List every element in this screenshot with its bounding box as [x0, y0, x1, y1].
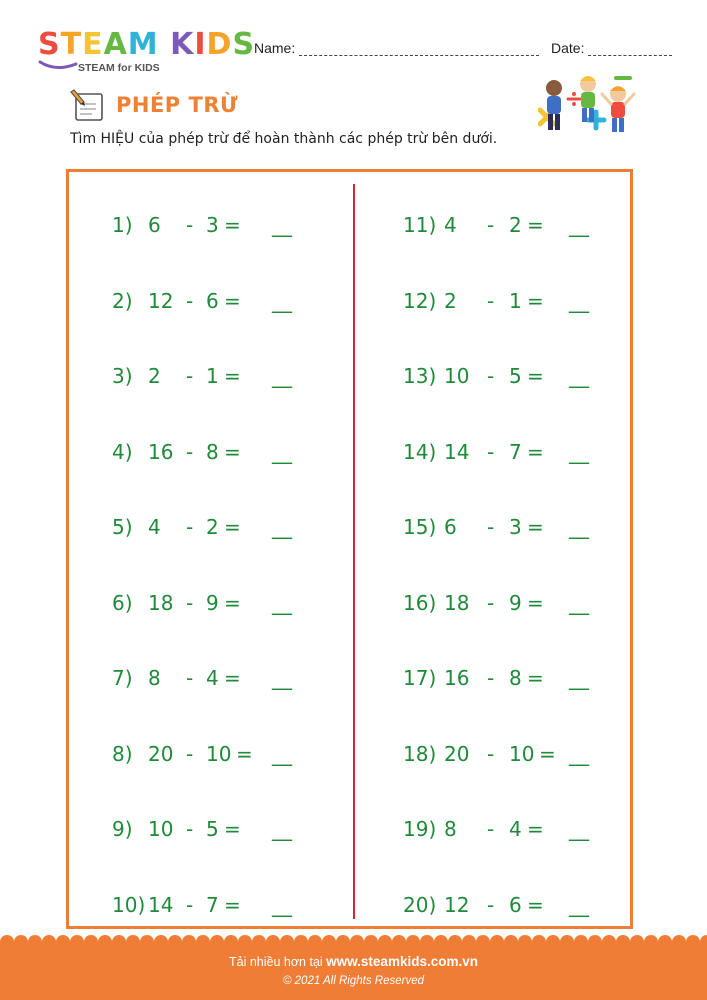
answer-blank[interactable]: __: [272, 817, 292, 841]
problem-minuend: 8: [444, 817, 457, 841]
problem-minuend: 4: [148, 515, 161, 539]
problem-equals-sign: =: [527, 213, 544, 237]
problem-minus-sign: -: [186, 364, 194, 388]
problem-minuend: 12: [148, 288, 174, 313]
logo-wordmark: [38, 28, 255, 62]
problem-equals-sign: =: [236, 741, 253, 766]
problem-minuend: 6: [444, 515, 457, 539]
answer-blank[interactable]: __: [569, 817, 589, 841]
problem-subtrahend: 7: [509, 439, 522, 464]
problem-minus-sign: -: [487, 817, 495, 841]
problem-number: 1): [112, 213, 133, 237]
problem-minus-sign: -: [487, 515, 495, 539]
answer-blank[interactable]: __: [569, 892, 589, 917]
worksheet-title: PHÉP TRỪ: [116, 93, 239, 117]
problem-minus-sign: -: [186, 439, 194, 464]
problem-minus-sign: -: [487, 590, 495, 615]
problem-subtrahend: 6: [206, 288, 219, 313]
answer-blank[interactable]: __: [569, 590, 589, 615]
problem-minuend: 6: [148, 213, 161, 237]
subtraction-problem: [0, 364, 707, 394]
worksheet-frame: [66, 169, 633, 929]
steam-kids-logo: [38, 27, 256, 78]
answer-blank[interactable]: __: [272, 590, 292, 615]
logo-letter: M: [127, 27, 159, 62]
problem-minuend: 2: [444, 288, 457, 313]
problem-equals-sign: =: [527, 288, 544, 313]
problem-equals-sign: =: [527, 892, 544, 917]
problem-subtrahend: 6: [509, 892, 522, 917]
date-label: Date:: [551, 40, 585, 56]
problem-minuend: 4: [444, 213, 457, 237]
subtraction-problem: [0, 591, 707, 621]
problem-subtrahend: 1: [509, 288, 522, 313]
answer-blank[interactable]: __: [569, 439, 589, 464]
logo-letter: T: [60, 27, 83, 62]
problem-equals-sign: =: [527, 439, 544, 464]
problem-minus-sign: -: [186, 741, 194, 766]
problem-minuend: 16: [148, 439, 174, 464]
answer-blank[interactable]: __: [272, 364, 292, 388]
answer-blank[interactable]: __: [272, 288, 292, 313]
problem-equals-sign: =: [224, 288, 241, 313]
problem-equals-sign: =: [527, 515, 544, 539]
problem-subtrahend: 9: [509, 590, 522, 615]
problem-minuend: 20: [444, 741, 470, 766]
answer-blank[interactable]: __: [569, 213, 589, 237]
problem-equals-sign: =: [224, 364, 241, 388]
subtraction-problem: [0, 666, 707, 696]
problem-minus-sign: -: [487, 892, 495, 917]
problem-number: 18): [403, 741, 437, 766]
problem-minuend: 10: [148, 817, 174, 841]
problem-subtrahend: 3: [206, 213, 219, 237]
problem-subtrahend: 7: [206, 892, 219, 917]
answer-blank[interactable]: __: [569, 666, 589, 690]
problem-equals-sign: =: [224, 817, 241, 841]
answer-blank[interactable]: __: [569, 515, 589, 539]
footer-download-line: [0, 954, 707, 969]
problem-number: 7): [112, 666, 133, 690]
answer-blank[interactable]: __: [569, 364, 589, 388]
problem-equals-sign: =: [224, 666, 241, 690]
answer-blank[interactable]: __: [272, 741, 292, 766]
problem-equals-sign: =: [527, 666, 544, 690]
answer-blank[interactable]: __: [569, 288, 589, 313]
problem-minuend: 14: [444, 439, 470, 464]
problem-subtrahend: 10: [206, 741, 232, 766]
logo-letter: S: [38, 27, 61, 62]
problem-number: 20): [403, 892, 437, 917]
logo-letter: I: [194, 27, 207, 62]
problem-subtrahend: 1: [206, 364, 219, 388]
problem-subtrahend: 4: [509, 817, 522, 841]
problem-number: 3): [112, 364, 133, 388]
logo-swoosh-icon: [38, 58, 78, 72]
subtraction-problem: [0, 289, 707, 319]
pencil-paper-icon: [70, 88, 110, 124]
logo-letter: D: [206, 27, 233, 62]
problem-number: 12): [403, 288, 437, 313]
problem-number: 10): [112, 892, 146, 917]
logo-letter: S: [232, 27, 256, 62]
problem-minus-sign: -: [186, 288, 194, 313]
problem-number: 13): [403, 364, 437, 388]
problem-number: 2): [112, 288, 133, 313]
problem-equals-sign: =: [224, 892, 241, 917]
subtraction-problem: [0, 213, 707, 243]
problem-subtrahend: 5: [206, 817, 219, 841]
divide-sign-icon: [568, 92, 580, 106]
problem-minus-sign: -: [487, 364, 495, 388]
logo-letter: E: [82, 27, 104, 62]
answer-blank[interactable]: __: [272, 515, 292, 539]
name-line[interactable]: [299, 43, 539, 56]
footer-site-link[interactable]: www.steamkids.com.vn: [326, 954, 478, 969]
problem-number: 15): [403, 515, 437, 539]
problem-minus-sign: -: [487, 288, 495, 313]
problem-number: 6): [112, 590, 133, 615]
problem-minuend: 10: [444, 364, 470, 388]
problem-minuend: 18: [148, 590, 174, 615]
problem-minus-sign: -: [186, 213, 194, 237]
logo-letter: [159, 27, 170, 62]
problem-subtrahend: 4: [206, 666, 219, 690]
problem-minus-sign: -: [186, 892, 194, 917]
date-field: [551, 40, 672, 56]
problem-minuend: 12: [444, 892, 470, 917]
problem-number: 9): [112, 817, 133, 841]
problem-subtrahend: 9: [206, 590, 219, 615]
problem-minuend: 14: [148, 892, 174, 917]
problem-minus-sign: -: [487, 439, 495, 464]
problem-minuend: 18: [444, 590, 470, 615]
problem-subtrahend: 2: [206, 515, 219, 539]
problem-minuend: 2: [148, 364, 161, 388]
footer-band: [0, 942, 707, 1000]
logo-letter: A: [103, 27, 128, 62]
problem-minuend: 16: [444, 666, 470, 690]
problem-equals-sign: =: [224, 515, 241, 539]
name-label: Name:: [254, 40, 296, 56]
logo-subtitle: STEAM for KIDS: [78, 62, 160, 74]
answer-blank[interactable]: __: [272, 892, 292, 917]
problem-number: 14): [403, 439, 437, 464]
kids-math-illustration: [538, 72, 638, 140]
subtraction-problem: [0, 893, 707, 923]
footer-copyright: © 2021 All Rights Reserved: [282, 975, 424, 987]
problem-number: 16): [403, 590, 437, 615]
answer-blank[interactable]: __: [569, 741, 589, 766]
footer-prefix: Tải nhiều hơn tại: [229, 955, 327, 969]
problem-minuend: 8: [148, 666, 161, 690]
problem-equals-sign: =: [539, 741, 556, 766]
subtraction-problem: [0, 817, 707, 847]
problem-minus-sign: -: [186, 817, 194, 841]
problem-subtrahend: 3: [509, 515, 522, 539]
problem-equals-sign: =: [527, 590, 544, 615]
problem-equals-sign: =: [224, 590, 241, 615]
problem-equals-sign: =: [527, 817, 544, 841]
problem-number: 4): [112, 439, 133, 464]
answer-blank[interactable]: __: [272, 439, 292, 464]
problem-minus-sign: -: [487, 741, 495, 766]
logo-letter: K: [170, 27, 195, 62]
problem-minus-sign: -: [487, 213, 495, 237]
problem-equals-sign: =: [224, 213, 241, 237]
problem-equals-sign: =: [527, 364, 544, 388]
problem-minus-sign: -: [186, 666, 194, 690]
worksheet-instruction: Tìm HIỆU của phép trừ để hoàn thành các phép trừ bên dưới.: [70, 131, 498, 147]
problem-subtrahend: 5: [509, 364, 522, 388]
problem-subtrahend: 2: [509, 213, 522, 237]
problem-subtrahend: 8: [206, 439, 219, 464]
problem-equals-sign: =: [224, 439, 241, 464]
problem-minus-sign: -: [186, 590, 194, 615]
problem-minus-sign: -: [487, 666, 495, 690]
name-field: [254, 40, 539, 56]
problem-number: 8): [112, 741, 133, 766]
answer-blank[interactable]: __: [272, 213, 292, 237]
problem-minus-sign: -: [186, 515, 194, 539]
answer-blank[interactable]: __: [272, 666, 292, 690]
subtraction-problem: [0, 440, 707, 470]
problem-number: 19): [403, 817, 437, 841]
problem-number: 5): [112, 515, 133, 539]
subtraction-problem: [0, 742, 707, 772]
subtraction-problem: [0, 515, 707, 545]
problem-number: 17): [403, 666, 437, 690]
date-line[interactable]: [588, 43, 672, 56]
problem-subtrahend: 8: [509, 666, 522, 690]
problem-number: 11): [403, 213, 437, 237]
problem-subtrahend: 10: [509, 741, 535, 766]
problem-minuend: 20: [148, 741, 174, 766]
